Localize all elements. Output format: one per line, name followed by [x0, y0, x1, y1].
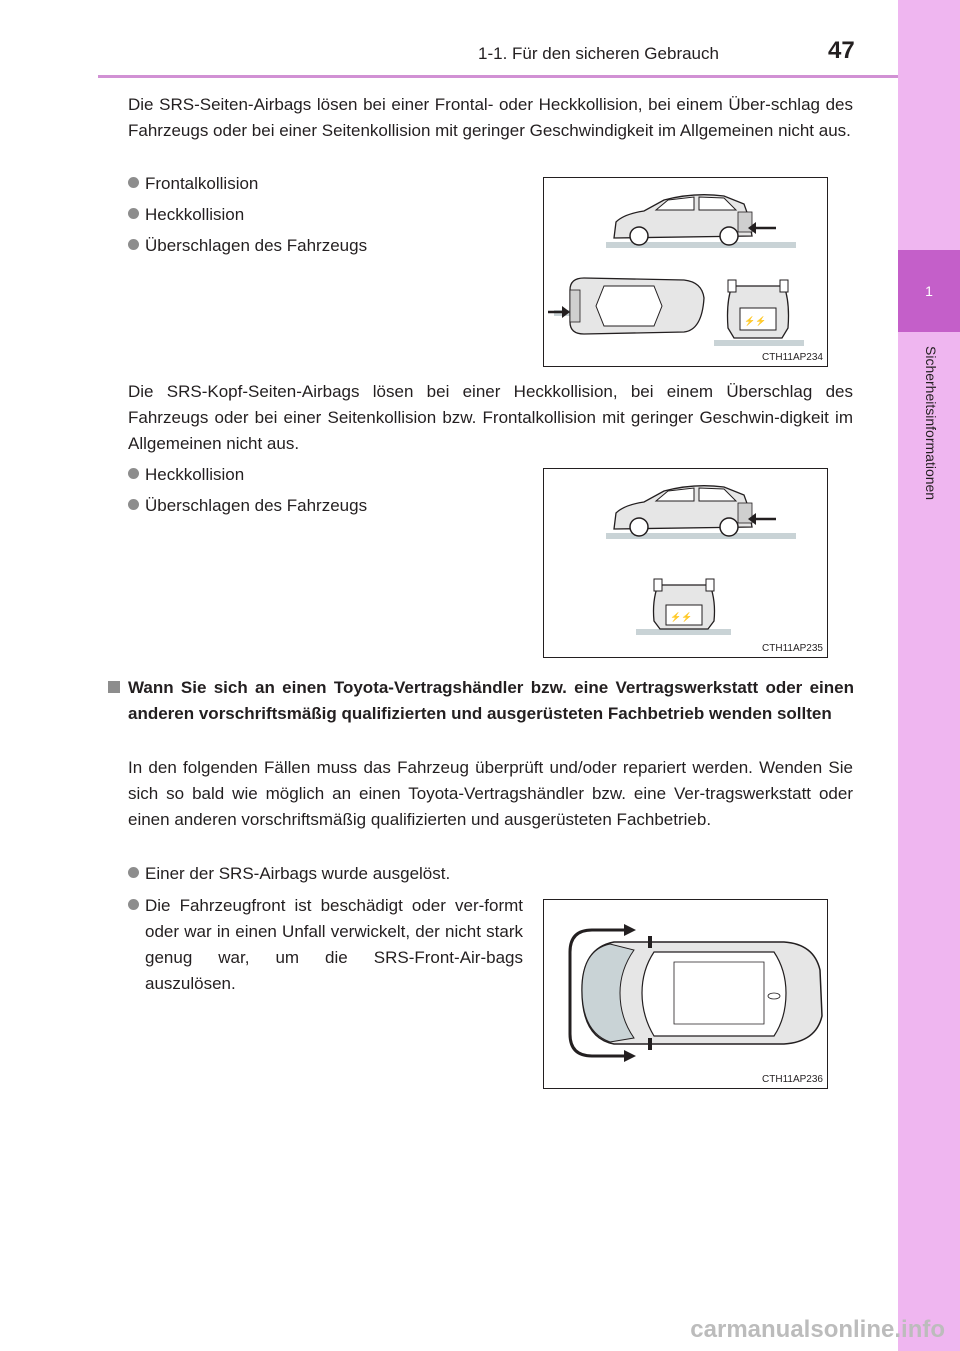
bullet-dot-icon — [128, 208, 139, 219]
bullet-dot-icon — [128, 867, 139, 878]
dealer-section-body: In den folgenden Fällen muss das Fahrzeug überprüft und/oder repariert werden. Wenden Sie sich so bald wie möglich an einen Toyota-Vertragshändler bzw. eine Ver-tragswerkstatt oder einen anderen vorschriftsmäßig qualifizierten und ausgerüsteten Fachbetrieb. — [128, 758, 853, 829]
chapter-number-tab — [898, 250, 960, 332]
bullet-dot-icon — [128, 468, 139, 479]
figure-code: CTH11AP236 — [762, 1074, 823, 1085]
list-item: Überschlagen des Fahrzeugs — [128, 493, 367, 519]
curtain-airbag-intro: Die SRS-Kopf-Seiten-Airbags lösen bei einer Heckkollision, bei einem Überschlag des Fahrzeugs oder bei einer Seitenkollision bzw. Frontalkollision mit geringer Geschwin-digkeit im Allgemeinen nicht aus. — [128, 382, 853, 453]
dealer-section-heading: Wann Sie sich an einen Toyota-Vertragshändler bzw. eine Vertragswerkstatt oder einen anderen vorschriftsmäßig qualifizierten und ausgerüsteten Fachbetrieb wenden sollten — [108, 675, 854, 727]
list-item: Überschlagen des Fahrzeugs — [128, 233, 367, 259]
bullet-dot-icon — [128, 499, 139, 510]
list-item: Einer der SRS-Airbags wurde ausgelöst. — [128, 861, 450, 887]
chapter-sidebar — [898, 0, 960, 1351]
chapter-title: Sicherheitsinformationen — [923, 346, 939, 501]
chapter-number: 1 — [925, 283, 933, 299]
figure-code: CTH11AP234 — [762, 352, 823, 363]
side-airbag-intro: Die SRS-Seiten-Airbags lösen bei einer Frontal- oder Heckkollision, bei einem Über-schlag des Fahrzeugs oder bei einer Seitenkollision mit geringer Geschwindigkeit im Allgemeinen nicht aus. — [128, 95, 853, 140]
bullet-dot-icon — [128, 899, 139, 910]
square-bullet-icon — [108, 681, 120, 693]
figure-front-damage — [543, 899, 828, 1089]
car-top-view-illustration — [544, 900, 829, 1090]
header-rule — [98, 75, 898, 78]
car-collision-illustration — [544, 178, 829, 368]
figure-code: CTH11AP235 — [762, 643, 823, 654]
car-collision-illustration — [544, 469, 829, 659]
list-item: Heckkollision — [128, 202, 244, 228]
svg-text:⚡⚡: ⚡⚡ — [744, 316, 767, 326]
figure-curtain-airbag-collisions — [543, 468, 828, 658]
page-number: 47 — [828, 37, 855, 64]
section-title: 1-1. Für den sicheren Gebrauch — [478, 44, 719, 63]
bullet-dot-icon — [128, 239, 139, 250]
svg-text:⚡⚡: ⚡⚡ — [670, 612, 693, 622]
watermark: carmanualsonline.info — [690, 1316, 945, 1343]
bullet-dot-icon — [128, 177, 139, 188]
list-item: Die Fahrzeugfront ist beschädigt oder ver-formt oder war in einen Unfall verwickelt, der nicht stark genug war, um die SRS-Front-Air-bags auszulösen. — [128, 893, 523, 997]
figure-side-airbag-collisions — [543, 177, 828, 367]
list-item: Heckkollision — [128, 462, 244, 488]
list-item: Frontalkollision — [128, 171, 258, 197]
